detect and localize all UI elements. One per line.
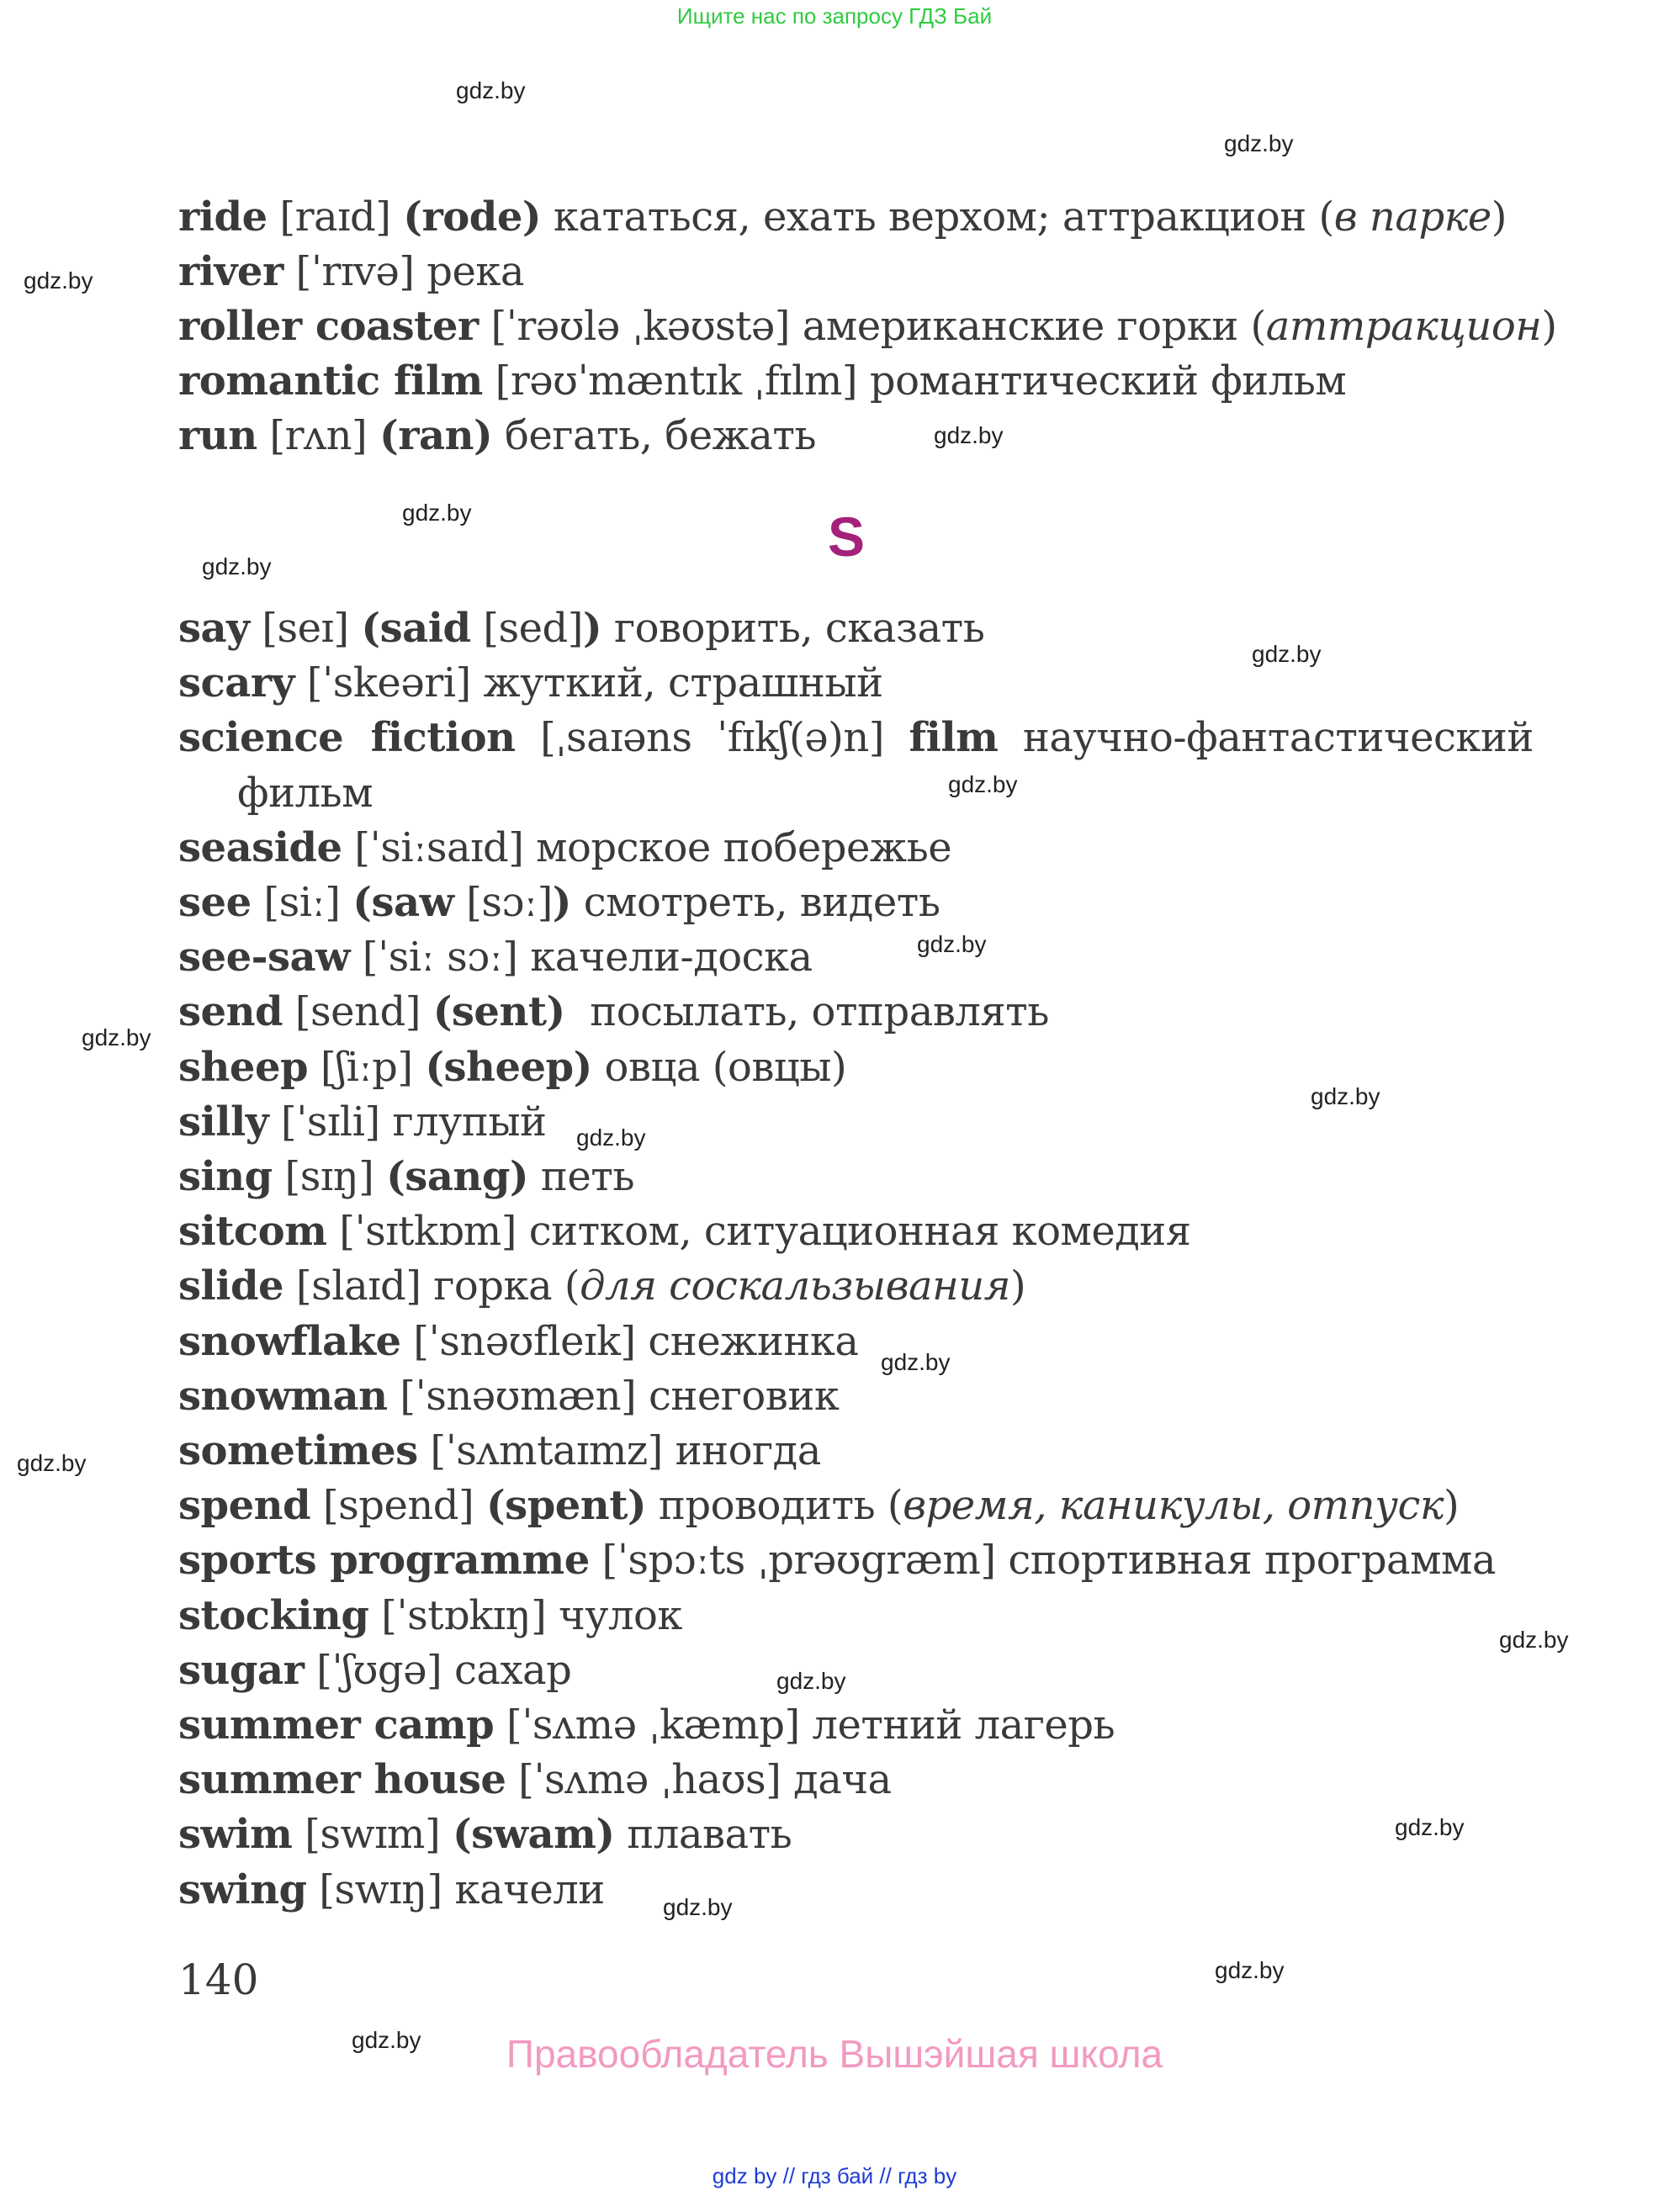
definition-text: [ʃiːp] [308, 1043, 426, 1091]
headword: see-saw [178, 934, 350, 982]
headword: snowman [178, 1372, 388, 1420]
dictionary-entry [178, 1206, 1191, 1257]
watermark-text: gdz.by [456, 77, 526, 103]
definition-text: петь [528, 1153, 634, 1200]
definition-text: овца (овцы) [591, 1043, 847, 1091]
definition-text: [spend] [310, 1482, 486, 1530]
definition-text: посылать, отправлять [564, 988, 1049, 1036]
definition-text: [ˈsnəʊfleɪk] снежинка [400, 1317, 859, 1365]
definition-text: бегать, бежать [492, 412, 817, 459]
dictionary-entry [178, 1371, 839, 1421]
headword: sports programme [178, 1537, 590, 1585]
definition-text: [ˈspɔːts ˌprəʊgræm] спортивная программа [589, 1537, 1496, 1585]
dictionary-entry [178, 932, 813, 982]
headword: summer house [178, 1756, 506, 1804]
usage-note: для соскальзывания [580, 1262, 1010, 1310]
headword: (said [361, 605, 471, 652]
definition-text: [ˈʃʊgə] сахар [304, 1646, 572, 1694]
headword: snowflake [178, 1317, 401, 1365]
section-letter-heading: S [828, 505, 866, 568]
headword: (rode) [403, 193, 542, 241]
definition-text: [ˈsɪtkɒm] ситком, ситуационная комедия [326, 1208, 1191, 1256]
definition-text: смотреть, видеть [571, 879, 940, 926]
dictionary-entry [178, 1480, 1459, 1531]
dictionary-entry [178, 1535, 1496, 1585]
headword: swing [178, 1865, 307, 1913]
headword: romantic film [178, 357, 483, 405]
headword: seaside [178, 823, 342, 871]
watermark-text: gdz.by [776, 1668, 846, 1694]
definition-text: [ˈrəʊlə ˌkəʊstə] американские горки ( [478, 303, 1266, 350]
definition-text: проводить ( [646, 1482, 903, 1530]
definition-text: [seɪ] [249, 605, 362, 652]
definition-text: [ˈsiː sɔː] качели-доска [349, 934, 813, 982]
headword: silly [178, 1098, 269, 1146]
watermark-text: gdz.by [576, 1125, 646, 1151]
definition-text: [ˈstɒkɪŋ] чулок [368, 1591, 682, 1639]
headword: sing [178, 1153, 273, 1200]
definition-text: [sɔː] [453, 879, 553, 926]
usage-note: время, каникулы, отпуск [903, 1482, 1444, 1530]
watermark-text: gdz.by [1252, 641, 1322, 667]
definition-text: [rəʊˈmæntɪk ˌfɪlm] романтический фильм [482, 357, 1347, 405]
headword: ride [178, 193, 268, 241]
dictionary-entry [178, 823, 951, 873]
dictionary-entry [178, 1151, 634, 1202]
headword: (swam) [452, 1811, 615, 1859]
dictionary-entry [178, 246, 524, 297]
watermark-text: gdz.by [881, 1349, 951, 1375]
watermark-text: gdz.by [948, 771, 1018, 797]
search-hint-banner: Ищите нас по запросу ГДЗ Бай [676, 3, 993, 29]
definition-text: [ˈsiːsaɪd] морское побережье [342, 823, 952, 871]
definition-text: плавать [614, 1811, 792, 1859]
headword: stocking [178, 1591, 369, 1639]
dictionary-entry [178, 1700, 1115, 1750]
definition-text: ) [1491, 193, 1507, 241]
watermark-text: gdz.by [663, 1894, 733, 1920]
headword: ) [583, 605, 602, 652]
headword: run [178, 412, 257, 459]
watermark-text: gdz.by [1395, 1814, 1465, 1840]
definition-text: ) [1541, 303, 1557, 350]
watermark-text: gdz.by [202, 553, 272, 579]
headword: say [178, 605, 250, 652]
watermark-text: gdz.by [1499, 1627, 1569, 1653]
definition-text: фильм [237, 769, 374, 817]
usage-note: в парке [1333, 193, 1492, 241]
definition-text: [ˈrɪvə] река [283, 248, 524, 295]
dictionary-entry [178, 356, 1346, 406]
dictionary-entry [178, 1865, 605, 1915]
dictionary-entry [178, 301, 1557, 352]
definition-text: [send] [283, 988, 433, 1036]
definition-text: кататься, ехать верхом; аттракцион ( [541, 193, 1334, 241]
headword: (sang) [386, 1153, 529, 1200]
watermark-text: gdz.by [1224, 130, 1294, 156]
headword: ) [552, 879, 572, 926]
dictionary-entry [178, 192, 1507, 242]
watermark-text: gdz.by [402, 500, 472, 526]
watermark-text: gdz.by [917, 931, 987, 957]
definition-text: ) [1443, 1482, 1460, 1530]
definition-text: [ˈsnəʊmæn] снеговик [387, 1372, 840, 1420]
headword: scary [178, 659, 295, 707]
footer-links[interactable]: gdz by // гдз бай // гдз by [712, 2163, 957, 2188]
watermark-text: gdz.by [17, 1450, 87, 1476]
dictionary-entry [178, 987, 1049, 1037]
headword: (sent) [432, 988, 565, 1036]
definition-text: ) [1009, 1262, 1026, 1310]
headword: summer camp [178, 1701, 495, 1749]
page-number: 140 [178, 1955, 259, 2004]
copyright-owner-note: Правообладатель Вышэйшая школа [506, 2032, 1163, 2076]
definition-text: говорить, сказать [601, 605, 985, 652]
definition-text: [ˈsʌmə ˌhaʊs] дача [506, 1756, 892, 1804]
watermark-text: gdz.by [24, 267, 93, 294]
definition-text: [ˌsaɪəns ˈfɪkʃ(ə)n] [515, 714, 909, 762]
watermark-text: gdz.by [1215, 1957, 1285, 1983]
headword: roller coaster [178, 303, 479, 350]
definition-text: [ˈskeəri] жуткий, страшный [294, 659, 883, 707]
definition-text: [ˈsʌmtaɪmz] иногда [417, 1427, 821, 1474]
dictionary-entry [178, 1809, 792, 1860]
headword: sugar [178, 1646, 305, 1694]
dictionary-entry [178, 1754, 892, 1805]
headword: film [909, 714, 999, 762]
headword: (spent) [485, 1482, 647, 1530]
dictionary-entry [178, 658, 883, 708]
usage-note: аттракцион [1265, 303, 1542, 350]
headword: sometimes [178, 1427, 418, 1474]
dictionary-entry [178, 1316, 858, 1367]
dictionary-entry [178, 712, 1534, 763]
dictionary-entry [178, 1426, 821, 1476]
definition-text: [swɪŋ] качели [306, 1865, 605, 1913]
headword: river [178, 248, 283, 295]
headword: (saw [352, 879, 454, 926]
headword: (ran) [379, 412, 493, 459]
dictionary-entry [237, 768, 373, 818]
dictionary-entry [178, 1261, 1025, 1311]
headword: (sheep) [425, 1043, 592, 1091]
dictionary-entry [178, 877, 940, 928]
definition-text: [ˈsʌmə ˌkæmp] летний лагерь [494, 1701, 1115, 1749]
headword: slide [178, 1262, 284, 1310]
definition-text: [raɪd] [267, 193, 404, 241]
definition-text: [sɪŋ] [272, 1153, 387, 1200]
headword: see [178, 879, 252, 926]
dictionary-entry [178, 603, 984, 654]
dictionary-entry [178, 1097, 547, 1147]
watermark-text: gdz.by [82, 1024, 151, 1050]
dictionary-entry [178, 1645, 571, 1696]
definition-text: [siː] [251, 879, 353, 926]
dictionary-entry [178, 410, 816, 461]
headword: science fiction [178, 714, 516, 762]
watermark-text: gdz.by [352, 2027, 421, 2053]
definition-text: [swɪm] [292, 1811, 453, 1859]
watermark-text: gdz.by [1311, 1083, 1380, 1109]
headword: swim [178, 1811, 293, 1859]
definition-text: [sed] [470, 605, 583, 652]
watermark-text: gdz.by [934, 422, 1004, 448]
headword: sitcom [178, 1208, 327, 1256]
dictionary-entry [178, 1590, 682, 1641]
headword: send [178, 988, 283, 1036]
headword: sheep [178, 1043, 309, 1091]
dictionary-entry [178, 1042, 846, 1093]
definition-text: научно-фантастический [998, 714, 1534, 762]
definition-text: [ˈsɪli] глупый [268, 1098, 547, 1146]
definition-text: [rʌn] [257, 412, 380, 459]
headword: spend [178, 1482, 311, 1530]
definition-text: [slaɪd] горка ( [283, 1262, 580, 1310]
